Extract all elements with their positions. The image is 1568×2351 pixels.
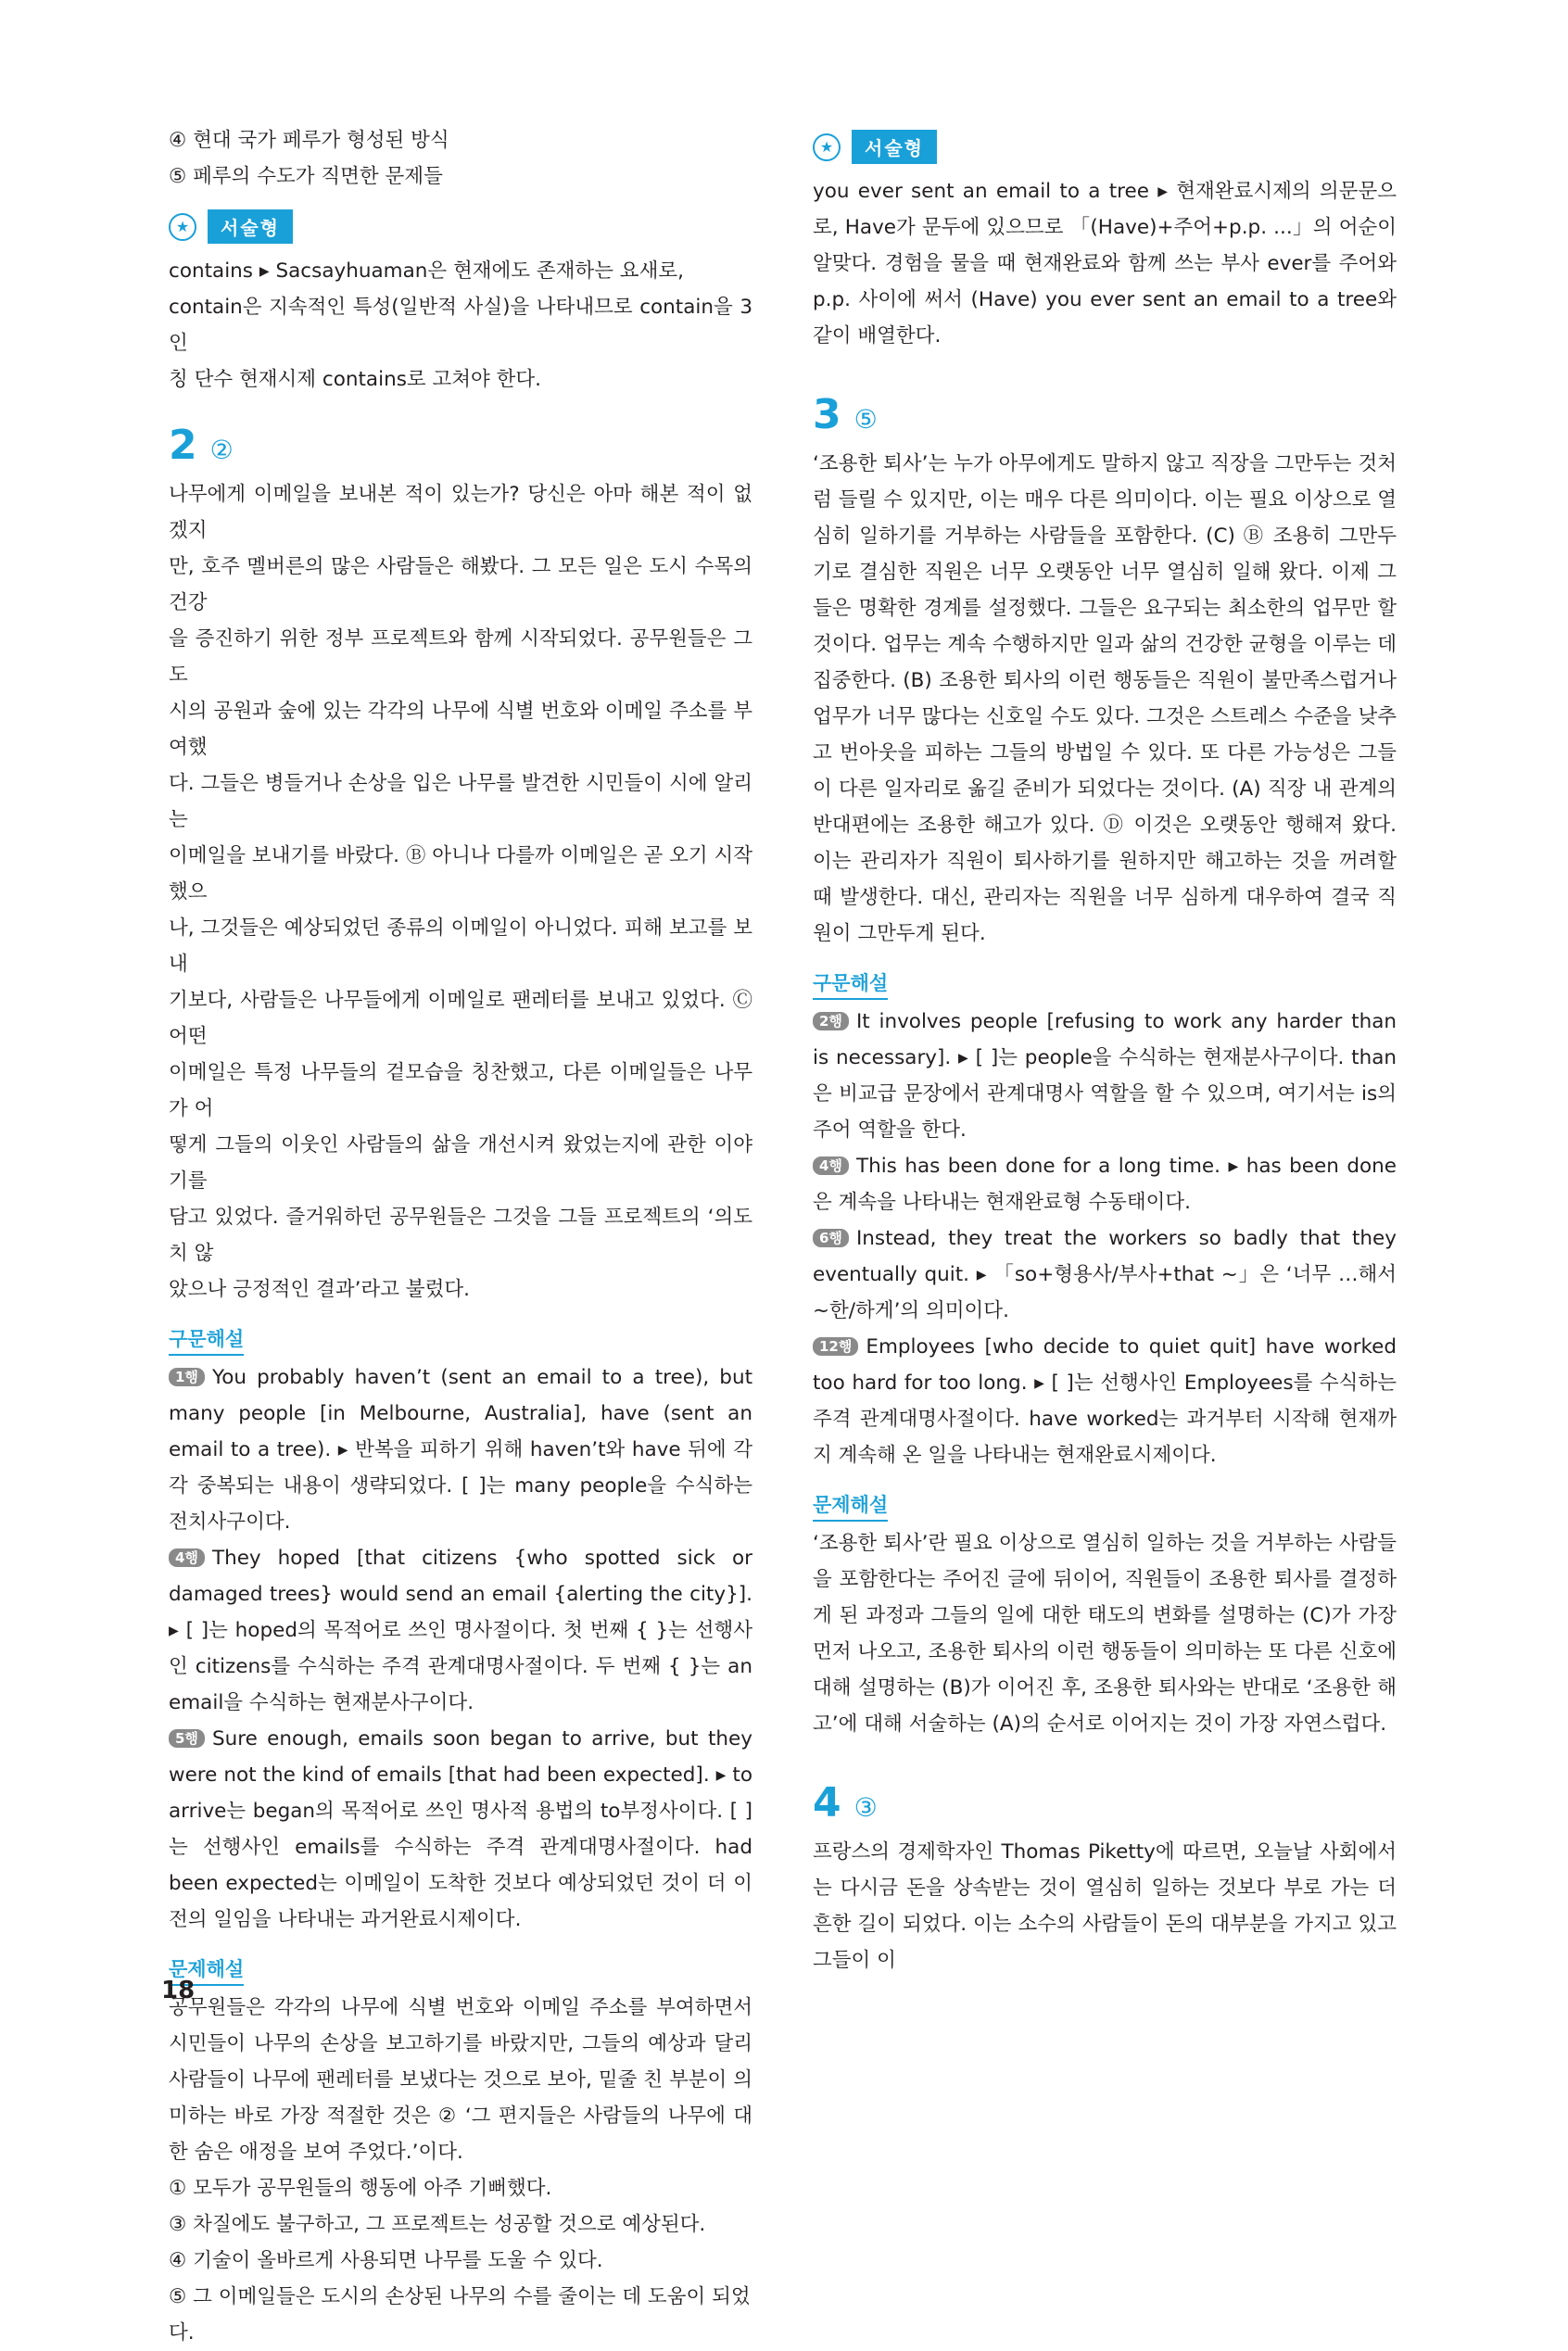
essay-line: 칭 단수 현재시제 contains로 고쳐야 한다. — [169, 368, 542, 391]
grammar-note — [813, 1148, 1397, 1220]
grammar-text: It involves people [refusing to work any harder than is necessary]. ▸ [ ]는 people을 수식하는 현재분사구이다. than은 비교급 문장에서 관계대명사 역할을 할 수 있으며, 여기서는 is의 주어 역할을 한다. — [813, 1010, 1397, 1142]
wrong-option: ① 모두가 공무원들의 행동에 아주 기뻐했다. — [169, 2177, 552, 2200]
q4-translation: 프랑스의 경제학자인 Thomas Piketty에 따르면, 오늘날 사회에서는 다시금 돈을 상속받는 것이 열심히 일하는 것보다 부로 가는 더 흔한 길이 되었다. 이는 소수의 사람들이 돈의 대부분을 가지고 있고 그들이 이 — [813, 1840, 1397, 1972]
star-icon: ★ — [813, 133, 841, 161]
essay-line: contain은 지속적인 특성(일반적 사실)을 나타내므로 contain을 3인 — [169, 296, 752, 355]
translation-line: 떻게 그들의 이웃인 사람들의 삶을 개선시켜 왔었는지에 관한 이야기를 — [169, 1133, 752, 1193]
wrong-option: ④ 기술이 올바르게 사용되면 나무를 도울 수 있다. — [169, 2249, 603, 2272]
left-column — [169, 122, 752, 2351]
grammar-note — [813, 1004, 1397, 1148]
grammar-title: 구문해설 — [169, 1324, 244, 1356]
translation-line: 이메일은 특정 나무들의 겉모습을 칭찬했고, 다른 이메일들은 나무가 어 — [169, 1061, 752, 1120]
grammar-note — [813, 1220, 1397, 1329]
translation-line: 나, 그것들은 예상되었던 종류의 이메일이 아니었다. 피해 보고를 보내 — [169, 916, 752, 976]
right-column — [813, 122, 1397, 1978]
question-2-header — [169, 422, 752, 469]
grammar-text: They hoped [that citizens {who spotted sick or damaged trees} would send an email {alerting the city}]. ▸ [ ]는 hoped의 목적어로 쓰인 명사절이다. 첫 번째 { }는 선행사인 citizens를 수식하는 주격 관계대명사절이다. 두 번째 { }는 an email을 수식하는 현재분사구이다. — [169, 1547, 752, 1714]
essay-tag — [169, 209, 752, 244]
page-number: 18 — [161, 1977, 196, 2004]
grammar-note — [169, 1721, 752, 1938]
grammar-title: 구문해설 — [813, 968, 888, 1000]
wrong-option: ③ 차질에도 불구하고, 그 프로젝트는 성공할 것으로 예상된다. — [169, 2213, 706, 2236]
line-badge: 12행 — [813, 1337, 858, 1356]
translation-line: 담고 있었다. 즐거워하던 공무원들은 그것을 그들 프로젝트의 ‘의도치 않 — [169, 1206, 752, 1265]
question-4-header — [813, 1779, 1397, 1826]
question-number: 4 — [813, 1779, 841, 1826]
essay-label: 서술형 — [208, 209, 293, 244]
question-answer: ② — [209, 435, 234, 465]
translation-line: 이메일을 보내기를 바랐다. Ⓑ 아니나 다를까 이메일은 곧 오기 시작했으 — [169, 844, 752, 904]
line-badge: 4행 — [169, 1548, 205, 1567]
translation-line: 시의 공원과 숲에 있는 각각의 나무에 식별 번호와 이메일 주소를 부여했 — [169, 700, 752, 759]
question-answer: ⑤ — [854, 404, 878, 435]
line-badge: 2행 — [813, 1012, 849, 1030]
essay-text: you ever sent an email to a tree ▸ 현재완료시제의 의문문으로, Have가 문두에 있으므로 「(Have)+주어+p.p. ...」의 어순이 알맞다. 경험을 물을 때 현재완료와 함께 쓰는 부사 ever를 주어와 p.p. 사이에 써서 (Have) you ever sent an email to a tree와 같이 배열한다. — [813, 180, 1397, 348]
essay-tag — [813, 130, 1397, 164]
grammar-note — [169, 1540, 752, 1721]
translation-line: 다. 그들은 병들거나 손상을 입은 나무를 발견한 시민들이 시에 알리는 — [169, 772, 752, 831]
line-badge: 6행 — [813, 1229, 849, 1247]
grammar-text: You probably haven’t (sent an email to a tree), but many people [in Melbourne, Australia], have (sent an email to a tree). ▸ 반복을 피하기 위해 haven’t와 have 뒤에 각각 중복되는 내용이 생략되었다. [ ]는 many people을 수식하는 전치사구이다. — [169, 1366, 752, 1534]
translation-line: 나무에게 이메일을 보내본 적이 있는가? 당신은 아마 해본 적이 없겠지 — [169, 483, 752, 542]
question-3-header — [813, 391, 1397, 438]
translation-line: 았으나 긍정적인 결과’라고 불렀다. — [169, 1278, 470, 1301]
grammar-note — [813, 1329, 1397, 1473]
line-badge: 1행 — [169, 1368, 205, 1386]
translation-line: 을 증진하기 위한 정부 프로젝트와 함께 시작되었다. 공무원들은 그 도 — [169, 627, 752, 687]
translation-line: 만, 호주 멜버른의 많은 사람들은 해봤다. 그 모든 일은 도시 수목의 건강 — [169, 555, 752, 614]
line-badge: 5행 — [169, 1729, 205, 1748]
explain-title: 문제해설 — [813, 1490, 888, 1522]
essay-label: 서술형 — [852, 130, 937, 164]
question-answer: ③ — [854, 1792, 878, 1823]
explain-title: 문제해설 — [169, 1954, 244, 1986]
q2-translation — [169, 476, 752, 1308]
translation-line: 기보다, 사람들은 나무들에게 이메일로 팬레터를 보내고 있었다. Ⓒ 어떤 — [169, 989, 752, 1048]
option-5: ⑤ 페루의 수도가 직면한 문제들 — [169, 165, 443, 188]
grammar-text: Employees [who decide to quiet quit] have worked too hard for too long. ▸ [ ]는 선행사인 Employees를 수식하는 주격 관계대명사절이다. have worked는 과거부터 시작해 현재까지 계속해 온 일을 나타내는 현재완료시제이다. — [813, 1335, 1397, 1467]
grammar-text: Instead, they treat the workers so badly that they eventually quit. ▸ 「so+형용사/부사+that ~」은 ‘너무 …해서 ~한/하게’의 의미이다. — [813, 1227, 1397, 1322]
grammar-note — [169, 1359, 752, 1540]
option-4: ④ 현대 국가 페루가 형성된 방식 — [169, 129, 449, 152]
essay-line: contains ▸ Sacsayhuaman은 현재에도 존재하는 요새로, — [169, 259, 684, 283]
explain-text: 공무원들은 각각의 나무에 식별 번호와 이메일 주소를 부여하면서 시민들이 나무의 손상을 보고하기를 바랐지만, 그들의 예상과 달리 사람들이 나무에 팬레터를 보냈다는 것으로 보아, 밑줄 친 부분이 의미하는 바로 가장 적절한 것은 ② ‘그 편지들은 사람들의 나무에 대한 숨은 애정을 보여 주었다.’이다. — [169, 1996, 752, 2164]
q3-translation: ‘조용한 퇴사’는 누가 아무에게도 말하지 않고 직장을 그만두는 것처럼 들릴 수 있지만, 이는 매우 다른 의미이다. 이는 필요 이상으로 열심히 일하기를 거부하는 사람들을 포함한다. (C) Ⓑ 조용히 그만두기로 결심한 직원은 너무 오랫동안 너무 열심히 일해 왔다. 이제 그들은 명확한 경계를 설정했다. 그들은 요구되는 최소한의 업무만 할 것이다. 업무는 계속 수행하지만 일과 삶의 건강한 균형을 이루는 데 집중한다. (B) 조용한 퇴사의 이런 행동들은 직원이 불만족스럽거나 업무가 너무 많다는 신호일 수도 있다. 그것은 스트레스 수준을 낮추고 번아웃을 피하는 그들의 방법일 수 있다. 또 다른 가능성은 그들이 다른 일자리로 옮길 준비가 되었다는 것이다. (A) 직장 내 관계의 반대편에는 조용한 해고가 있다. Ⓓ 이것은 오랫동안 행해져 왔다. 이는 관리자가 직원이 퇴사하기를 원하지만 해고하는 것을 꺼려할 때 발생한다. 대신, 관리자는 직원을 너무 심하게 대우하여 결국 직원이 그만두게 된다. — [813, 452, 1397, 945]
grammar-text: Sure enough, emails soon began to arrive, but they were not the kind of emails [that had been expected]. ▸ to arrive는 began의 목적어로 쓰인 명사적 용법의 to부정사이다. [ ]는 선행사인 emails를 수식하는 주격 관계대명사절이다. had been expected는 이메일이 도착한 것보다 예상되었던 것이 더 이전의 일임을 나타내는 과거완료시제이다. — [169, 1727, 752, 1931]
explain-text: ‘조용한 퇴사’란 필요 이상으로 열심히 일하는 것을 거부하는 사람들을 포함한다는 주어진 글에 뒤이어, 직원들이 조용한 퇴사를 결정하게 된 과정과 그들의 일에 대한 태도의 변화를 설명하는 (C)가 가장 먼저 나오고, 조용한 퇴사의 이런 행동들이 의미하는 또 다른 신호에 대해 설명하는 (B)가 이어진 후, 조용한 퇴사와는 반대로 ‘조용한 해고’에 대해 서술하는 (A)의 순서로 이어지는 것이 가장 자연스럽다. — [813, 1532, 1397, 1736]
wrong-option: ⑤ 그 이메일들은 도시의 손상된 나무의 수를 줄이는 데 도움이 되었다. — [169, 2285, 751, 2345]
grammar-text: This has been done for a long time. ▸ has been done은 계속을 나타내는 현재완료형 수동태이다. — [813, 1155, 1397, 1214]
line-badge: 4행 — [813, 1157, 849, 1175]
question-number: 3 — [813, 391, 841, 438]
question-number: 2 — [169, 422, 197, 469]
star-icon: ★ — [169, 213, 196, 241]
